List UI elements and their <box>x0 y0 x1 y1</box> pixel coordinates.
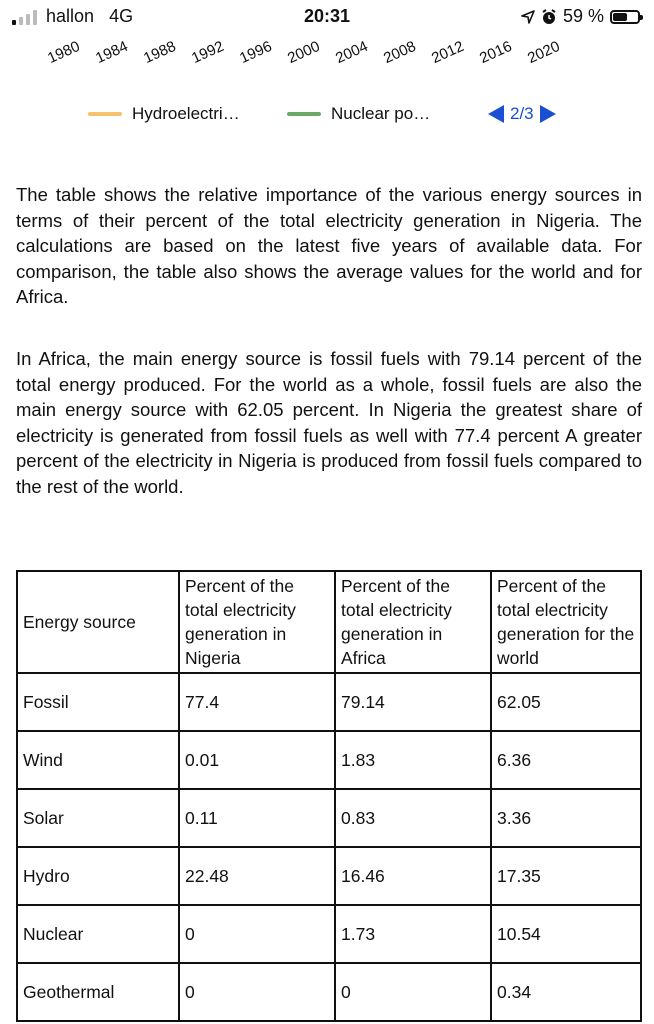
cell-nigeria: 77.4 <box>179 673 335 731</box>
header-energy-source: Energy source <box>17 571 179 673</box>
cell-africa: 0 <box>335 963 491 1021</box>
energy-source-table <box>16 570 642 1022</box>
battery-icon <box>610 10 640 24</box>
cell-africa: 79.14 <box>335 673 491 731</box>
table-row <box>17 789 641 847</box>
cell-source: Nuclear <box>17 905 179 963</box>
year-tick-label: 2004 <box>333 37 371 67</box>
chart-legend <box>0 100 654 130</box>
cell-source: Solar <box>17 789 179 847</box>
legend-label-nuclear: Nuclear po… <box>331 104 431 123</box>
cell-africa: 1.73 <box>335 905 491 963</box>
year-tick-label: 2016 <box>477 37 515 67</box>
description-paragraph-1: The table shows the relative importance of the various energy sources in terms of their percent of the total electricity generation in Nigeria. The calculations are based on the latest five years of available data. For comparison, the table also shows the average values for the world and for Africa. <box>16 184 642 307</box>
cell-africa: 1.83 <box>335 731 491 789</box>
pager-label: 2/3 <box>510 104 534 123</box>
battery-percent: 59 % <box>562 6 604 26</box>
description-paragraph-2: In Africa, the main energy source is fossil fuels with 79.14 percent of the total energy produced. For the world as a whole, fossil fuels are also the main energy source with 62.05 percent. In Nigeria the greatest share of electricity is generated from fossil fuels as well with 77.4 percent A greater percent of the electricity in Nigeria is produced from fossil fuels compared to the rest of the world. <box>16 348 642 497</box>
cell-africa: 0.83 <box>335 789 491 847</box>
cell-source: Geothermal <box>17 963 179 1021</box>
cell-nigeria: 0.01 <box>179 731 335 789</box>
status-bar <box>0 0 654 34</box>
year-tick-label: 1988 <box>141 37 179 67</box>
cell-world: 62.05 <box>491 673 641 731</box>
cell-world: 0.34 <box>491 963 641 1021</box>
cell-source: Wind <box>17 731 179 789</box>
legend-swatch-nuclear <box>287 112 321 116</box>
clock: 20:31 <box>303 6 351 26</box>
year-tick-label: 1980 <box>45 37 83 67</box>
legend-item-nuclear[interactable] <box>287 104 430 124</box>
cell-nigeria: 22.48 <box>179 847 335 905</box>
cell-world: 3.36 <box>491 789 641 847</box>
year-tick-label: 2020 <box>525 37 563 67</box>
year-tick-label: 2012 <box>429 37 467 67</box>
cell-nigeria: 0 <box>179 963 335 1021</box>
alarm-clock-icon <box>541 9 557 25</box>
table-row <box>17 731 641 789</box>
year-tick-label: 1996 <box>237 37 275 67</box>
table-row <box>17 963 641 1021</box>
cell-nigeria: 0 <box>179 905 335 963</box>
battery-level <box>613 13 627 21</box>
year-tick-label: 1992 <box>189 37 227 67</box>
year-tick-label: 1984 <box>93 37 131 67</box>
cell-nigeria: 0.11 <box>179 789 335 847</box>
legend-swatch-hydro <box>88 112 122 116</box>
header-world: Percent of the total electricity generation for the world <box>491 571 641 673</box>
header-africa: Percent of the total electricity generation in Africa <box>335 571 491 673</box>
pager-next-icon[interactable] <box>540 105 556 123</box>
cell-world: 6.36 <box>491 731 641 789</box>
network-type: 4G <box>109 6 134 26</box>
year-tick-label: 2000 <box>285 37 323 67</box>
carrier-name: hallon <box>46 6 95 26</box>
status-right <box>521 6 640 27</box>
chart-year-axis <box>0 36 654 76</box>
cell-world: 10.54 <box>491 905 641 963</box>
cell-africa: 16.46 <box>335 847 491 905</box>
table-row <box>17 847 641 905</box>
table-row <box>17 905 641 963</box>
table-header-row <box>17 571 641 673</box>
location-arrow-icon <box>521 10 535 24</box>
cell-world: 17.35 <box>491 847 641 905</box>
header-nigeria: Percent of the total electricity generation in Nigeria <box>179 571 335 673</box>
cell-source: Hydro <box>17 847 179 905</box>
legend-pager <box>488 104 556 124</box>
legend-label-hydro: Hydroelectri… <box>132 104 240 123</box>
year-tick-label: 2008 <box>381 37 419 67</box>
table-row <box>17 673 641 731</box>
legend-item-hydro[interactable] <box>88 104 240 124</box>
cell-source: Fossil <box>17 673 179 731</box>
pager-prev-icon[interactable] <box>488 105 504 123</box>
